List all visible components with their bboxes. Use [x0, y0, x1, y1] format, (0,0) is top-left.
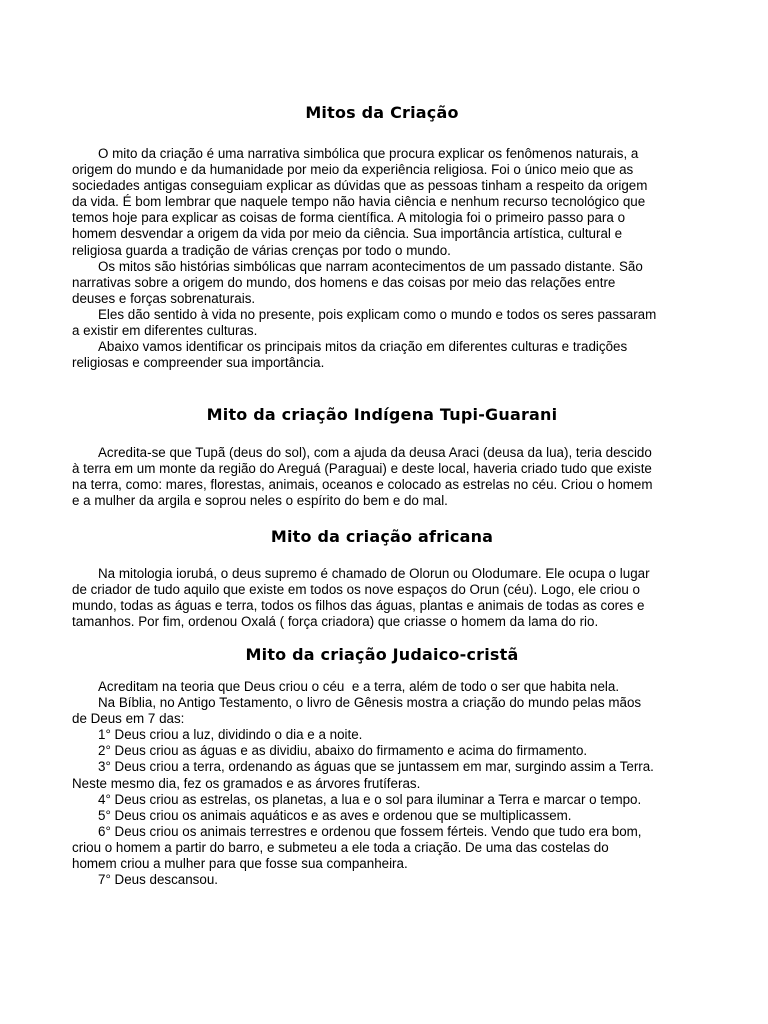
text-line: Os mitos são histórias simbólicas que narram acontecimentos de um passado distante. São: [98, 258, 643, 274]
text-line: 3° Deus criou a terra, ordenando as águas que se juntassem em mar, surgindo assim a Terra.: [98, 759, 654, 775]
section-heading-tupi-guarani: Mito da criação Indígena Tupi-Guarani: [206, 405, 558, 424]
section-body-tupi-guarani: [72, 445, 692, 509]
text-line: sociedades antigas conseguiam explicar as dúvidas que as pessoas tinham a respeito da origem: [72, 178, 648, 194]
text-line: e a mulher da argila e soprou neles o espírito do bem e do mal.: [72, 493, 448, 509]
text-line: a existir em diferentes culturas.: [72, 323, 258, 339]
section-heading-judaico-crista: Mito da criação Judaico-cristã: [245, 645, 519, 664]
text-line: mundo, todas as águas e terra, todos os filhos das águas, plantas e animais de todas as cores e: [72, 598, 645, 614]
text-line: de Deus em 7 das:: [72, 711, 185, 727]
text-line: de criador de tudo aquilo que existe em todos os nove espaços do Orun (céu). Logo, ele criou o: [72, 582, 640, 598]
text-line: religiosa guarda a tradição de várias crenças por todo o mundo.: [72, 242, 451, 258]
text-line: 6° Deus criou os animais terrestres e ordenou que fossem férteis. Vendo que tudo era bom,: [98, 823, 642, 839]
text-line: Neste mesmo dia, fez os gramados e as árvores frutíferas.: [72, 775, 421, 791]
intro-paragraphs: [72, 146, 692, 371]
text-line: religiosas e compreender sua importância.: [72, 355, 325, 371]
section-body-judaico-crista: [72, 679, 692, 888]
text-line: homem criou a mulher para que fosse sua companheira.: [72, 856, 408, 872]
text-line: temos hoje para explicar as coisas de forma científica. A mitologia foi o primeiro passo para o: [72, 210, 626, 226]
text-line: homem desvendar a origem da vida por meio da ciência. Sua importância artística, cultural e: [72, 226, 623, 242]
text-line: criou o homem a partir do barro, e submeteu a ele toda a criação. De uma das costelas do: [72, 839, 609, 855]
section-heading-africana: Mito da criação africana: [270, 527, 494, 546]
text-line: O mito da criação é uma narrativa simbólica que procura explicar os fenômenos naturais, a: [98, 146, 639, 161]
section-body-africana: [72, 566, 692, 630]
text-line: Eles dão sentido à vida no presente, pois explicam como o mundo e todos os seres passaram: [98, 306, 657, 322]
text-line: Acreditam na teoria que Deus criou o céu e a terra, além de todo o ser que habita nela.: [98, 679, 620, 694]
text-line: 1° Deus criou a luz, dividindo o dia e a noite.: [98, 727, 363, 743]
text-line: Na Bíblia, no Antigo Testamento, o livro de Gênesis mostra a criação do mundo pelas mãos: [98, 695, 642, 711]
text-line: 2° Deus criou as águas e as dividiu, abaixo do firmamento e acima do firmamento.: [98, 743, 588, 759]
text-line: tamanhos. Por fim, ordenou Oxalá ( força criadora) que criasse o homem da lama do rio.: [72, 614, 599, 630]
text-line: Abaixo vamos identificar os principais mitos da criação em diferentes culturas e tradições: [98, 339, 628, 355]
text-line: Acredita-se que Tupã (deus do sol), com a ajuda da deusa Araci (deusa da lua), teria descido: [98, 445, 652, 460]
text-line: 5° Deus criou os animais aquáticos e as aves e ordenou que se multiplicassem.: [98, 807, 572, 823]
text-line: 7° Deus descansou.: [98, 872, 218, 888]
text-line: 4° Deus criou as estrelas, os planetas, a lua e o sol para iluminar a Terra e marcar o tempo.: [98, 791, 642, 807]
text-line: deuses e forças sobrenaturais.: [72, 290, 256, 306]
text-line: à terra em um monte da região do Areguá (Paraguai) e deste local, haveria criado tudo que existe: [72, 461, 652, 477]
page-title: Mitos da Criação: [305, 103, 459, 122]
text-line: narrativas sobre a origem do mundo, dos homens e das coisas por meio das relações entre: [72, 274, 616, 290]
text-line: da vida. É bom lembrar que naquele tempo não havia ciência e nenhum recurso tecnológico que: [72, 194, 646, 210]
text-line: origem do mundo e da humanidade por meio da experiência religiosa. Foi o único meio que as: [72, 162, 634, 178]
text-line: Na mitologia iorubá, o deus supremo é chamado de Olorun ou Olodumare. Ele ocupa o lugar: [98, 566, 650, 581]
text-line: na terra, como: mares, florestas, animais, oceanos e colocado as estrelas no céu. Criou o homem: [72, 477, 653, 493]
